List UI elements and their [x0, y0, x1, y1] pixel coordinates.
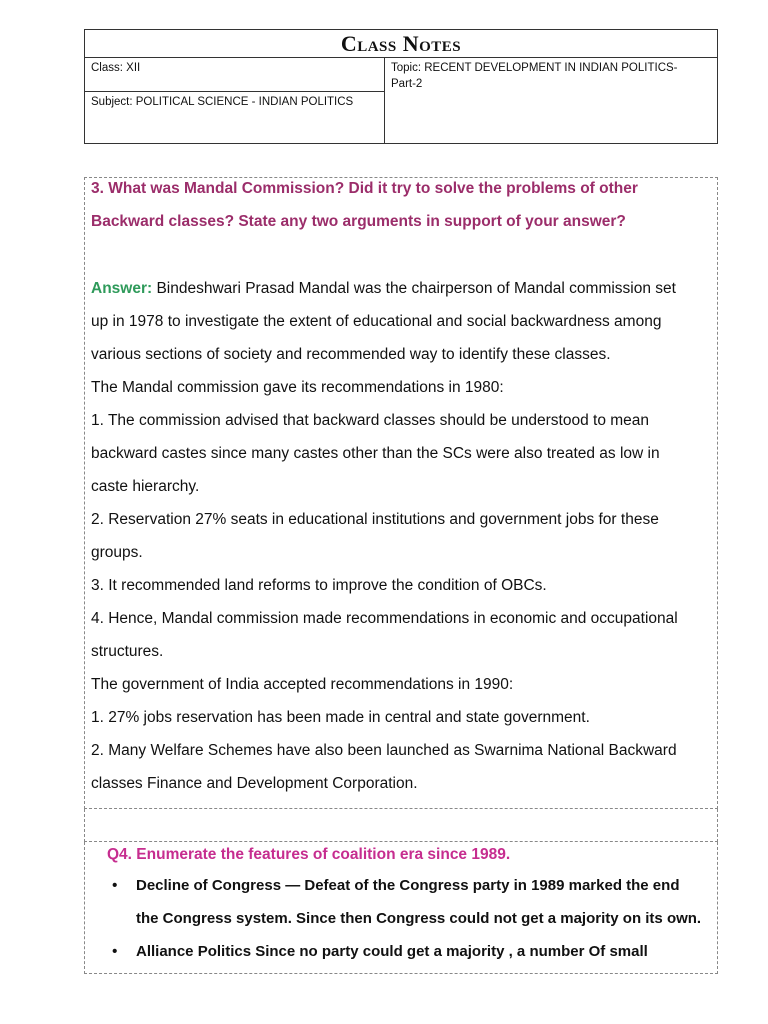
answer-line-4: The Mandal commission gave its recommendations in 1980: — [91, 379, 504, 396]
topic-line-2: Part-2 — [391, 78, 423, 90]
answer-line-3: various sections of society and recommended way to identify these classes. — [91, 346, 611, 363]
answer-line-5: 1. The commission advised that backward classes should be understood to mean — [91, 412, 650, 429]
answer-line-9: groups. — [91, 544, 143, 561]
page-title: Class Notes — [85, 30, 717, 58]
bullet-1-marker: • — [112, 877, 118, 894]
bullet-2-line-1: Alliance Politics Since no party could get a majority , a number Of small — [136, 943, 648, 960]
spacer-row — [84, 809, 718, 842]
answer-line-16: classes Finance and Development Corporation. — [91, 775, 418, 792]
answer-label: Answer: — [91, 280, 153, 297]
answer-line-6: backward castes since many castes other than the SCs were also treated as low in — [91, 445, 660, 462]
bullet-1-line-2: the Congress system. Since then Congress could not get a majority on its own. — [136, 910, 702, 927]
bullet-1-line-1: Decline of Congress — Defeat of the Congress party in 1989 marked the end — [136, 877, 680, 894]
topic-label — [391, 60, 711, 92]
answer-line-12: structures. — [91, 643, 164, 660]
answer-line-15: 2. Many Welfare Schemes have also been launched as Swarnima National Backward — [91, 742, 677, 759]
question-4-heading: Q4. Enumerate the features of coalition era since 1989. — [107, 846, 511, 863]
answer-text-1: Bindeshwari Prasad Mandal was the chairperson of Mandal commission set — [152, 280, 676, 297]
question-3-line-1: 3. What was Mandal Commission? Did it try to solve the problems of other — [91, 180, 638, 197]
subject-label: Subject: POLITICAL SCIENCE - INDIAN POLITICS — [91, 96, 354, 108]
answer-line-10: 3. It recommended land reforms to improve the condition of OBCs. — [91, 577, 547, 594]
answer-line-1 — [91, 279, 676, 299]
answer-line-13: The government of India accepted recommendations in 1990: — [91, 676, 514, 693]
answer-line-2: up in 1978 to investigate the extent of educational and social backwardness among — [91, 313, 662, 330]
answer-line-7: caste hierarchy. — [91, 478, 200, 495]
class-label: Class: XII — [91, 62, 141, 74]
header-divider-horizontal — [85, 91, 384, 92]
answer-line-14: 1. 27% jobs reservation has been made in central and state government. — [91, 709, 590, 726]
question-3-line-2: Backward classes? State any two arguments in support of your answer? — [91, 213, 626, 230]
answer-line-11: 4. Hence, Mandal commission made recommendations in economic and occupational — [91, 610, 678, 627]
header-divider-vertical — [384, 57, 385, 144]
answer-line-8: 2. Reservation 27% seats in educational institutions and government jobs for these — [91, 511, 659, 528]
header-table — [84, 29, 718, 144]
bullet-2-marker: • — [112, 943, 118, 960]
topic-line-1: Topic: RECENT DEVELOPMENT IN INDIAN POLITICS- — [391, 62, 678, 74]
